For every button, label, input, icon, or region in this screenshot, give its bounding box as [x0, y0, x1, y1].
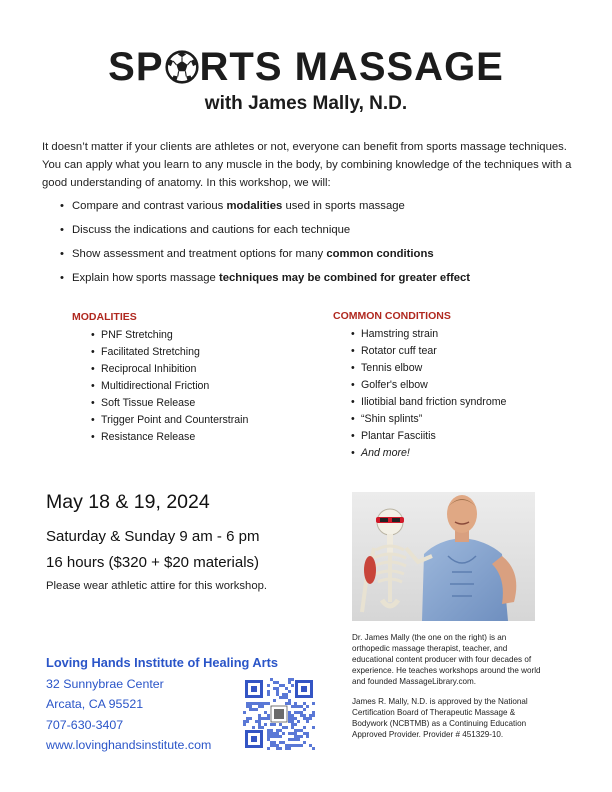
qr-code[interactable]: [243, 678, 315, 750]
intro-paragraph: It doesn’t matter if your clients are athletes or not, everyone can benefit from sports massage techniques. You can apply what you learn to any muscle in the body, by combining knowledge of the techniques with a good understanding of anatomy. In this workshop, we will:: [42, 141, 572, 189]
conditions-list: [351, 326, 506, 462]
condition-item: • Rotator cuff tear: [351, 343, 506, 360]
attire-note: Please wear athletic attire for this workshop.: [46, 580, 268, 592]
instructor-bio: [352, 632, 542, 749]
address-line-2: Arcata, CA 95521: [46, 697, 144, 711]
event-date: May 18 & 19, 2024: [46, 491, 210, 513]
title-part-2: RTS MASSAGE: [199, 45, 504, 89]
website-link[interactable]: www.lovinghandsinstitute.com: [46, 738, 212, 752]
title-part-1: SP: [108, 45, 164, 89]
organization-name: Loving Hands Institute of Healing Arts: [46, 655, 279, 670]
workshop-goals-list: [60, 198, 570, 294]
conditions-heading: COMMON CONDITIONS: [333, 310, 451, 322]
modality-item: • Facilitated Stretching: [91, 344, 248, 361]
instructor-photo: [352, 492, 535, 621]
phone-number: 707-630-3407: [46, 718, 124, 732]
condition-item-more: • And more!: [351, 445, 506, 462]
modalities-heading: MODALITIES: [72, 311, 137, 323]
condition-item: • Golfer's elbow: [351, 377, 506, 394]
goal-item: • Show assessment and treatment options for many common conditions: [60, 246, 570, 270]
condition-item: • Iliotibial band friction syndrome: [351, 394, 506, 411]
event-hours-price: 16 hours ($320 + $20 materials): [46, 554, 260, 571]
condition-item: • Plantar Fasciitis: [351, 428, 506, 445]
modalities-list: [91, 327, 248, 446]
modality-item: • Soft Tissue Release: [91, 395, 248, 412]
modality-item: • Reciprocal Inhibition: [91, 361, 248, 378]
address-line-1: 32 Sunnybrae Center: [46, 677, 164, 691]
bio-paragraph-2: James R. Mally, N.D. is approved by the National Certification Board of Therapeutic Massage & Bodywork (NCBTMB) as a Continuing Education Approved Provider. Provider # 451329-10.: [352, 697, 528, 739]
modality-item: • Multidirectional Friction: [91, 378, 248, 395]
page-title: [0, 44, 612, 90]
condition-item: • Tennis elbow: [351, 360, 506, 377]
subtitle: with James Mally, N.D.: [204, 93, 408, 114]
event-schedule: Saturday & Sunday 9 am - 6 pm: [46, 528, 260, 545]
goal-item: • Compare and contrast various modalities used in sports massage: [60, 198, 570, 222]
goal-item: • Discuss the indications and cautions for each technique: [60, 222, 570, 246]
modality-item: • Trigger Point and Counterstrain: [91, 412, 248, 429]
condition-item: • “Shin splints”: [351, 411, 506, 428]
goal-item: • Explain how sports massage techniques may be combined for greater effect: [60, 270, 570, 294]
condition-item: • Hamstring strain: [351, 326, 506, 343]
modality-item: • Resistance Release: [91, 429, 248, 446]
soccer-ball-icon: [165, 50, 199, 84]
modality-item: • PNF Stretching: [91, 327, 248, 344]
bio-paragraph-1: Dr. James Mally (the one on the right) is an orthopedic massage therapist, teacher, and educational content producer with four decades of experience. He teaches workshops around the world and founded MassageLibrary.com.: [352, 633, 541, 686]
